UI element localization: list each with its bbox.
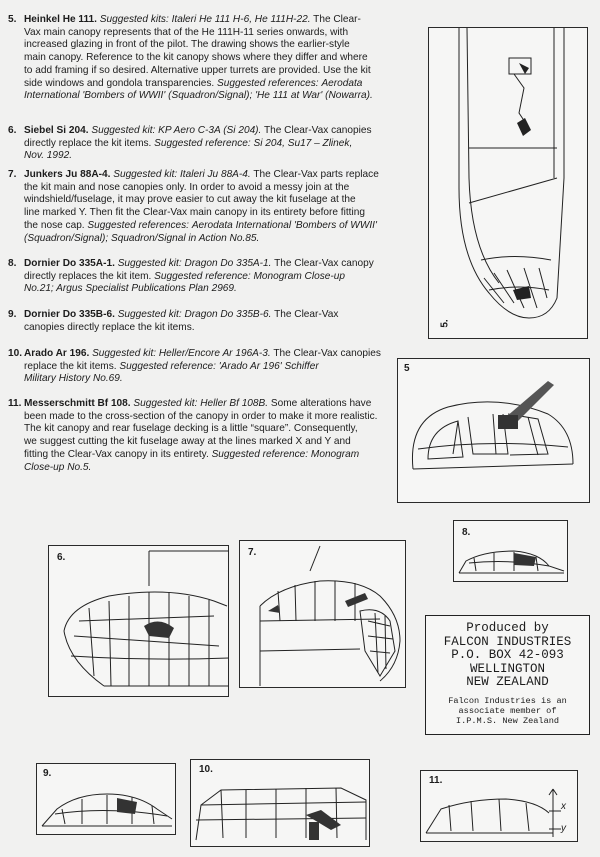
figure-do335b xyxy=(36,763,176,835)
figure-label: 9. xyxy=(43,768,52,779)
entry-number: 5. xyxy=(8,14,17,25)
reference-label: Suggested references: xyxy=(217,77,319,89)
entry-title: Arado Ar 196. xyxy=(24,348,90,359)
entry-title: Dornier Do 335A-1. xyxy=(24,258,115,269)
si204-drawing xyxy=(49,546,230,698)
do335a-drawing xyxy=(454,521,569,583)
figure-do335a xyxy=(453,520,568,582)
figure-label: 11. xyxy=(429,775,443,786)
entry-title: Messerschmitt Bf 108. xyxy=(24,398,131,409)
entry-title: Siebel Si 204. xyxy=(24,125,89,136)
figure-label: 5. xyxy=(439,319,451,328)
figure-label: 7. xyxy=(248,547,257,558)
bf108-drawing xyxy=(421,771,579,843)
entry-title: Dornier Do 335B-6. xyxy=(24,309,115,320)
cut-line-x-label: x xyxy=(561,801,566,812)
figure-label: 10. xyxy=(199,764,213,775)
kit-label: Suggested kits: xyxy=(99,14,169,25)
city-line: WELLINGTON xyxy=(469,661,545,676)
figure-label: 6. xyxy=(57,552,66,563)
kit-name: Italeri He 111 H-6, He 111H-22. xyxy=(171,14,311,25)
figure-ar196 xyxy=(190,759,370,847)
figure-he111-turret xyxy=(397,358,590,503)
address-line: P.O. BOX 42-093 xyxy=(451,648,564,663)
figure-si204 xyxy=(48,545,229,697)
reference-text: International 'Bombers of WWII' (Squadron/Signal); 'He 111 at War' (Nowarra). xyxy=(24,90,373,102)
figure-label: 5 xyxy=(404,363,410,374)
membership-note: Falcon Industries is an xyxy=(448,695,567,706)
ju88-drawing xyxy=(240,541,407,689)
producer-box xyxy=(425,615,590,735)
figure-he111-nose xyxy=(428,27,588,339)
do335b-drawing xyxy=(37,764,177,836)
cut-line-y-label: y xyxy=(561,823,566,834)
entry-title: Junkers Ju 88A-4. xyxy=(24,169,111,180)
figure-ju88 xyxy=(239,540,406,688)
figure-label: 8. xyxy=(462,527,471,538)
company-name: FALCON INDUSTRIES xyxy=(443,634,572,649)
entry-title: Heinkel He 111. xyxy=(24,14,97,25)
ar196-drawing xyxy=(191,760,371,848)
membership-note: associate member of xyxy=(458,705,557,716)
he111-nose-drawing xyxy=(429,28,589,340)
figure-bf108 xyxy=(420,770,578,842)
producer-line: Produced by xyxy=(466,621,549,635)
turret-drawing xyxy=(398,359,591,504)
membership-note: I.P.M.S. New Zealand xyxy=(455,715,560,726)
country-line: NEW ZEALAND xyxy=(466,675,549,690)
